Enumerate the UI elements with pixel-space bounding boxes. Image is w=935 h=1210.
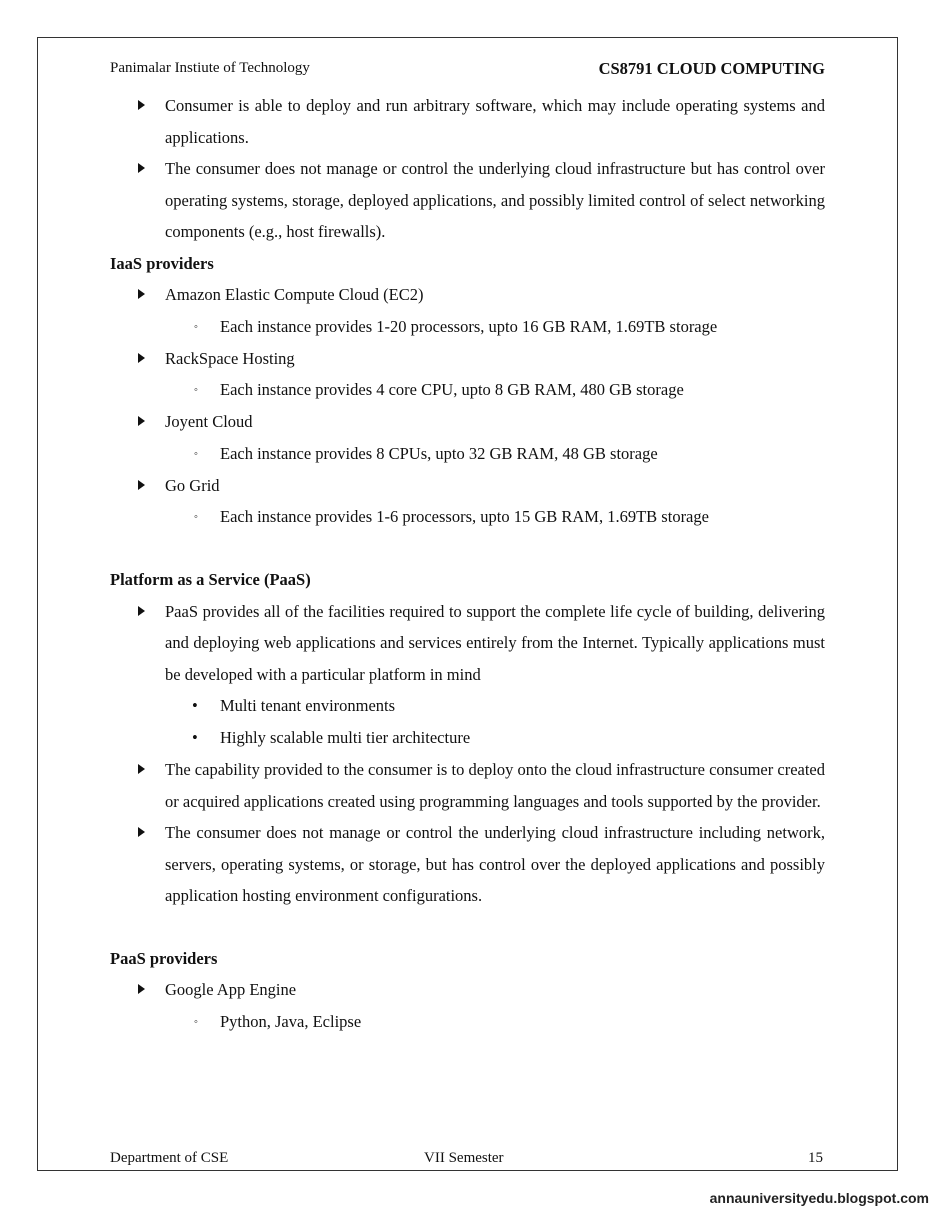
triangle-bullet-icon bbox=[138, 100, 145, 110]
provider-detail bbox=[110, 438, 825, 470]
provider-detail-text: Each instance provides 1-6 processors, upto 15 GB RAM, 1.69TB storage bbox=[220, 507, 709, 526]
triangle-bullet-icon bbox=[138, 163, 145, 173]
circle-bullet-icon: ◦ bbox=[194, 1015, 198, 1028]
provider-item bbox=[110, 406, 825, 438]
footer-page-number: 15 bbox=[808, 1150, 823, 1166]
dot-bullet-icon: • bbox=[192, 728, 198, 747]
sub-point bbox=[110, 722, 825, 754]
bullet-text: The consumer does not manage or control the underlying cloud infrastructure including network, servers, operating systems, or storage, but has control over the deployed applications and possibly application hosting environment configurations. bbox=[165, 823, 825, 905]
bullet-item bbox=[110, 90, 825, 153]
circle-bullet-icon: ◦ bbox=[194, 511, 198, 523]
provider-detail-text: Each instance provides 8 CPUs, upto 32 GB RAM, 48 GB storage bbox=[220, 443, 658, 463]
provider-detail bbox=[110, 374, 825, 406]
provider-detail-text: Each instance provides 4 core CPU, upto 8 GB RAM, 480 GB storage bbox=[220, 380, 684, 399]
iaas-providers-heading: IaaS providers bbox=[110, 253, 214, 273]
bullet-text: The consumer does not manage or control the underlying cloud infrastructure but has control over operating systems, storage, deployed applications, and possibly limited control of select networking components (e.g., host firewalls). bbox=[165, 159, 825, 241]
provider-name: Joyent Cloud bbox=[165, 412, 253, 431]
provider-detail bbox=[110, 1006, 825, 1038]
bullet-item bbox=[110, 817, 825, 912]
triangle-bullet-icon bbox=[138, 416, 145, 426]
provider-detail-text: Python, Java, Eclipse bbox=[220, 1011, 362, 1031]
provider-name: Amazon Elastic Compute Cloud (EC2) bbox=[165, 285, 424, 304]
circle-bullet-icon: ◦ bbox=[194, 384, 198, 396]
bullet-text: Consumer is able to deploy and run arbitrary software, which may include operating systems and applications. bbox=[165, 96, 825, 147]
triangle-bullet-icon bbox=[138, 353, 145, 363]
bullet-item bbox=[110, 596, 825, 691]
triangle-bullet-icon bbox=[138, 984, 145, 994]
provider-detail-text: Each instance provides 1-20 processors, upto 16 GB RAM, 1.69TB storage bbox=[220, 316, 718, 336]
provider-name: Google App Engine bbox=[165, 980, 297, 999]
header-course-title: CS8791 CLOUD COMPUTING bbox=[598, 59, 825, 78]
triangle-bullet-icon bbox=[138, 480, 145, 490]
bullet-text: PaaS provides all of the facilities required to support the complete life cycle of building, delivering and deploying web applications and services entirely from the Internet. Typically applications must be developed with a particular platform in mind bbox=[165, 601, 825, 684]
section-spacer bbox=[110, 912, 825, 943]
header-institute: Panimalar Instiute of Technology bbox=[110, 60, 310, 76]
triangle-bullet-icon bbox=[138, 289, 145, 299]
triangle-bullet-icon bbox=[138, 827, 145, 837]
triangle-bullet-icon bbox=[138, 606, 145, 616]
watermark-url: annauniversityedu.blogspot.com bbox=[709, 1190, 929, 1206]
dot-bullet-icon: • bbox=[192, 696, 198, 715]
sub-point-text: Highly scalable multi tier architecture bbox=[220, 728, 471, 747]
provider-item bbox=[110, 470, 825, 502]
circle-bullet-icon: ◦ bbox=[194, 320, 198, 333]
paas-heading: Platform as a Service (PaaS) bbox=[110, 570, 311, 589]
provider-item bbox=[110, 279, 825, 311]
triangle-bullet-icon bbox=[138, 764, 145, 774]
footer-semester: VII Semester bbox=[424, 1150, 504, 1166]
paas-providers-heading: PaaS providers bbox=[110, 948, 218, 968]
bullet-item bbox=[110, 754, 825, 817]
provider-item bbox=[110, 974, 825, 1006]
bullet-text: The capability provided to the consumer is to deploy onto the cloud infrastructure consumer created or acquired applications created using programming languages and tools supported by the provider. bbox=[165, 760, 825, 811]
provider-item bbox=[110, 343, 825, 375]
provider-detail bbox=[110, 311, 825, 343]
circle-bullet-icon: ◦ bbox=[194, 447, 198, 460]
footer-department: Department of CSE bbox=[110, 1150, 229, 1166]
section-spacer bbox=[110, 533, 825, 564]
provider-name: Go Grid bbox=[165, 475, 220, 495]
sub-point bbox=[110, 690, 825, 722]
sub-point-text: Multi tenant environments bbox=[220, 696, 396, 715]
bullet-item bbox=[110, 153, 825, 248]
provider-detail bbox=[110, 501, 825, 533]
provider-name: RackSpace Hosting bbox=[165, 348, 295, 368]
page-content bbox=[110, 90, 825, 1038]
